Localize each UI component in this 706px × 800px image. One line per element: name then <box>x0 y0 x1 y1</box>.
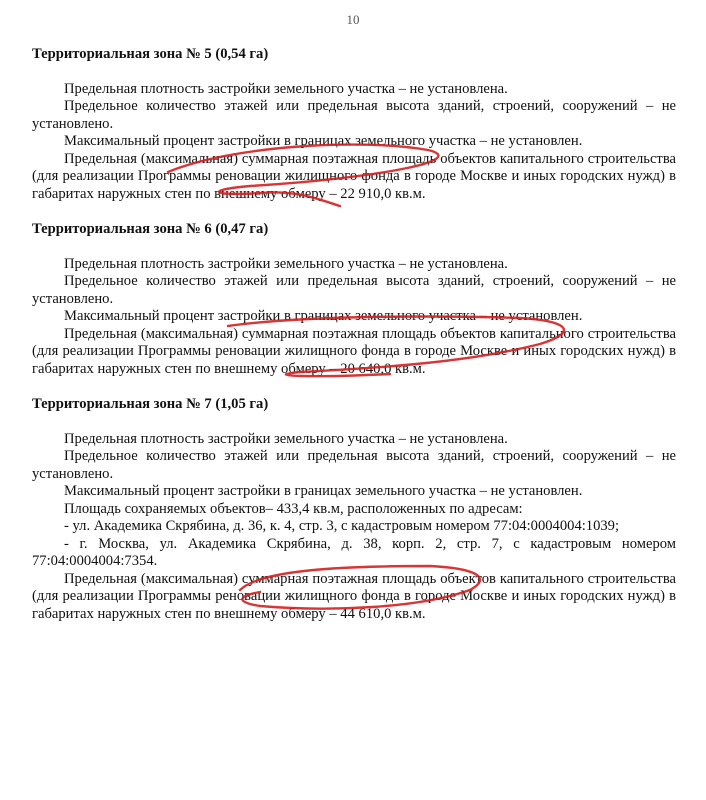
address-item: - ул. Академика Скрябина, д. 36, к. 4, стр. 3, с кадастровым номером 77:04:0004004:1039; <box>64 518 620 534</box>
percent-paragraph: Максимальный процент застройки в границах земельного участка – не установлен. <box>64 483 583 499</box>
floors-paragraph: Предельное количество этажей или предельная высота зданий, строений, сооружений – не установлено. <box>32 98 676 132</box>
zone-6-section <box>32 221 676 378</box>
zone-7-section <box>32 396 676 623</box>
density-paragraph: Предельная плотность застройки земельного участка – не установлена. <box>64 255 508 272</box>
address-item: - г. Москва, ул. Академика Скрябина, д. 38, корп. 2, стр. 7, с кадастровым номером 77:04:0004004:7354. <box>32 535 676 569</box>
density-paragraph: Предельная плотность застройки земельного участка – не установлена. <box>64 430 508 447</box>
zone-title: Территориальная зона № 7 (1,05 га) <box>32 396 269 412</box>
floors-paragraph: Предельное количество этажей или предельная высота зданий, строений, сооружений – не установлено. <box>32 273 676 307</box>
area-paragraph: Предельная (максимальная) суммарная поэтажная площадь объектов капитального строительства (для реализации Программы реновации жилищного фонда в городе Москве и иных городских нужд) в габаритах наружных стен по внешнему обмеру – 20 640,0 кв.м. <box>32 325 676 377</box>
zone-5-section <box>32 46 676 203</box>
percent-paragraph: Максимальный процент застройки в границах земельного участка – не установлен. <box>64 308 583 324</box>
area-paragraph: Предельная (максимальная) суммарная поэтажная площадь объектов капитального строительства (для реализации Программы реновации жилищного фонда в городе Москве и иных городских нужд) в габаритах наружных стен по внешнему обмеру – 44 610,0 кв.м. <box>32 570 676 622</box>
page-number: 10 <box>346 12 360 27</box>
area-paragraph: Предельная (максимальная) суммарная поэтажная площадь объектов капитального строительства (для реализации Программы реновации жилищного фонда в городе Москве и иных городских нужд) в габаритах наружных стен по внешнему обмеру – 22 910,0 кв.м. <box>32 150 676 202</box>
preserved-objects-paragraph: Площадь сохраняемых объектов– 433,4 кв.м, расположенных по адресам: <box>64 500 523 517</box>
floors-paragraph: Предельное количество этажей или предельная высота зданий, строений, сооружений – не установлено. <box>32 448 676 482</box>
zone-title: Территориальная зона № 6 (0,47 га) <box>32 221 269 237</box>
percent-paragraph: Максимальный процент застройки в границах земельного участка – не установлен. <box>64 133 583 149</box>
density-paragraph: Предельная плотность застройки земельного участка – не установлена. <box>64 80 508 97</box>
document-body <box>32 46 676 641</box>
zone-title: Территориальная зона № 5 (0,54 га) <box>32 46 269 62</box>
